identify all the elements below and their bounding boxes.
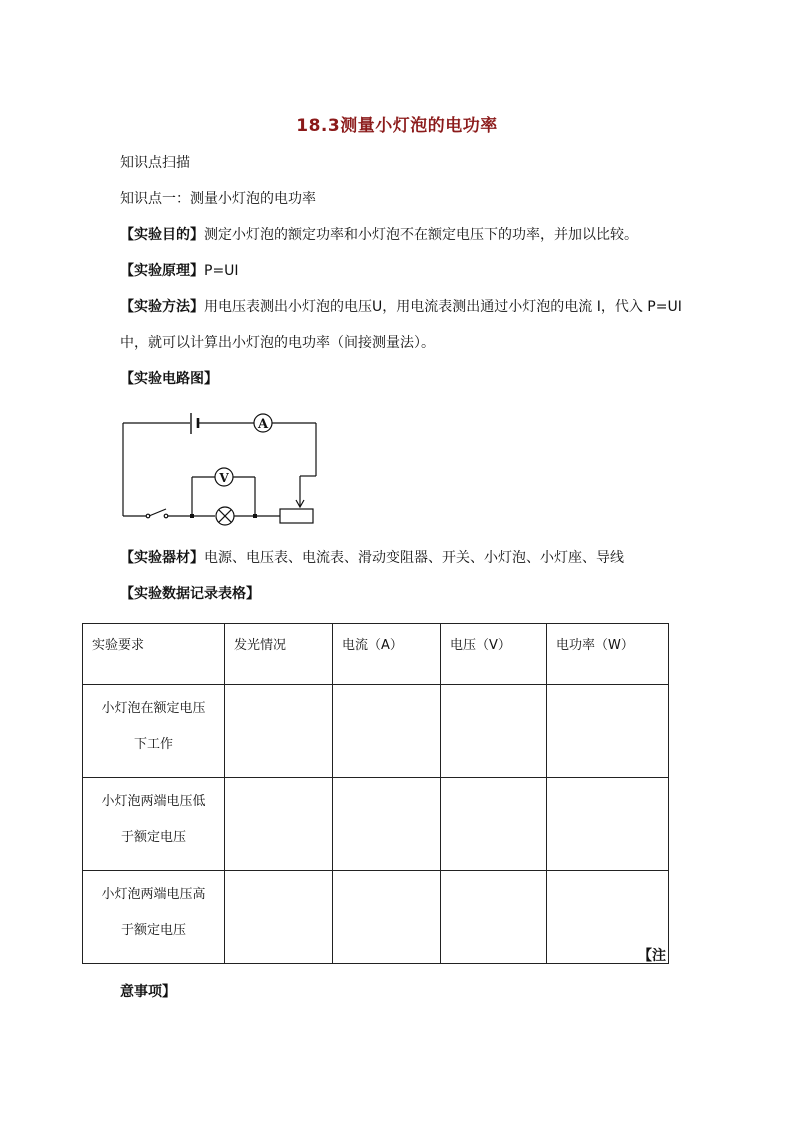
table-cell <box>441 871 547 964</box>
principle-line <box>120 260 239 282</box>
table-cell <box>225 871 333 964</box>
table-cell <box>333 685 441 778</box>
row-label <box>83 778 225 871</box>
section-heading: 知识点扫描 <box>120 155 190 171</box>
equipment-text: 电源、电压表、电流表、滑动变阻器、开关、小灯泡、小灯座、导线 <box>204 550 624 566</box>
ammeter-label: A <box>257 417 269 432</box>
table-row <box>83 685 669 778</box>
switch-contact-right <box>164 514 168 518</box>
equipment-line <box>120 547 624 569</box>
row-label-line2: 于额定电压 <box>120 923 186 938</box>
table-cell <box>225 685 333 778</box>
circuit-heading: 【实验电路图】 <box>120 371 218 387</box>
table-heading: 【实验数据记录表格】 <box>120 586 260 602</box>
knowledge-point-1: 知识点一：测量小灯泡的电功率 <box>120 191 316 207</box>
switch-blade <box>149 509 166 516</box>
row-label-line1: 小灯泡两端电压低 <box>101 794 206 809</box>
notes-heading-part2: 意事项】 <box>120 984 176 1000</box>
header-requirement: 实验要求 <box>83 624 225 685</box>
rheostat-box <box>280 509 313 523</box>
table-row <box>83 778 669 871</box>
voltmeter-label: V <box>219 471 229 485</box>
circuit-diagram <box>118 408 328 528</box>
purpose-tag: 【实验目的】 <box>120 227 204 243</box>
purpose-text: 测定小灯泡的额定功率和小灯泡不在额定电压下的功率，并加以比较。 <box>204 227 638 243</box>
header-light: 发光情况 <box>225 624 333 685</box>
principle-tag: 【实验原理】 <box>120 263 204 279</box>
table-cell <box>333 871 441 964</box>
table-cell <box>333 778 441 871</box>
row-label <box>83 685 225 778</box>
notes-heading-part1: 【注 <box>638 948 666 964</box>
row-label <box>83 871 225 964</box>
principle-text: P=UI <box>204 263 239 279</box>
purpose-line <box>120 224 638 246</box>
table-cell <box>441 685 547 778</box>
equipment-tag: 【实验器材】 <box>120 550 204 566</box>
table-row <box>83 871 669 964</box>
method-line <box>120 296 682 318</box>
page-title: 18.3测量小灯泡的电功率 <box>296 116 498 136</box>
junction-left <box>190 514 194 518</box>
row-label-line1: 小灯泡在额定电压 <box>101 701 206 716</box>
row-label-line2: 于额定电压 <box>120 830 186 845</box>
header-current: 电流（A） <box>333 624 441 685</box>
method-tag: 【实验方法】 <box>120 299 204 315</box>
row-label-line2: 下工作 <box>133 737 173 752</box>
table-cell <box>547 685 669 778</box>
method-text: 用电压表测出小灯泡的电压U，用电流表测出通过小灯泡的电流 I，代入 P=UI <box>204 299 682 315</box>
table-cell <box>225 778 333 871</box>
table-cell <box>441 778 547 871</box>
table-header-row <box>83 624 669 685</box>
data-record-table <box>82 623 669 964</box>
table-cell <box>547 778 669 871</box>
method-line-2: 中，就可以计算出小灯泡的电功率（间接测量法）。 <box>120 335 435 351</box>
row-label-line1: 小灯泡两端电压高 <box>101 887 206 902</box>
header-voltage: 电压（V） <box>441 624 547 685</box>
junction-right <box>253 514 257 518</box>
header-power: 电功率（W） <box>547 624 669 685</box>
